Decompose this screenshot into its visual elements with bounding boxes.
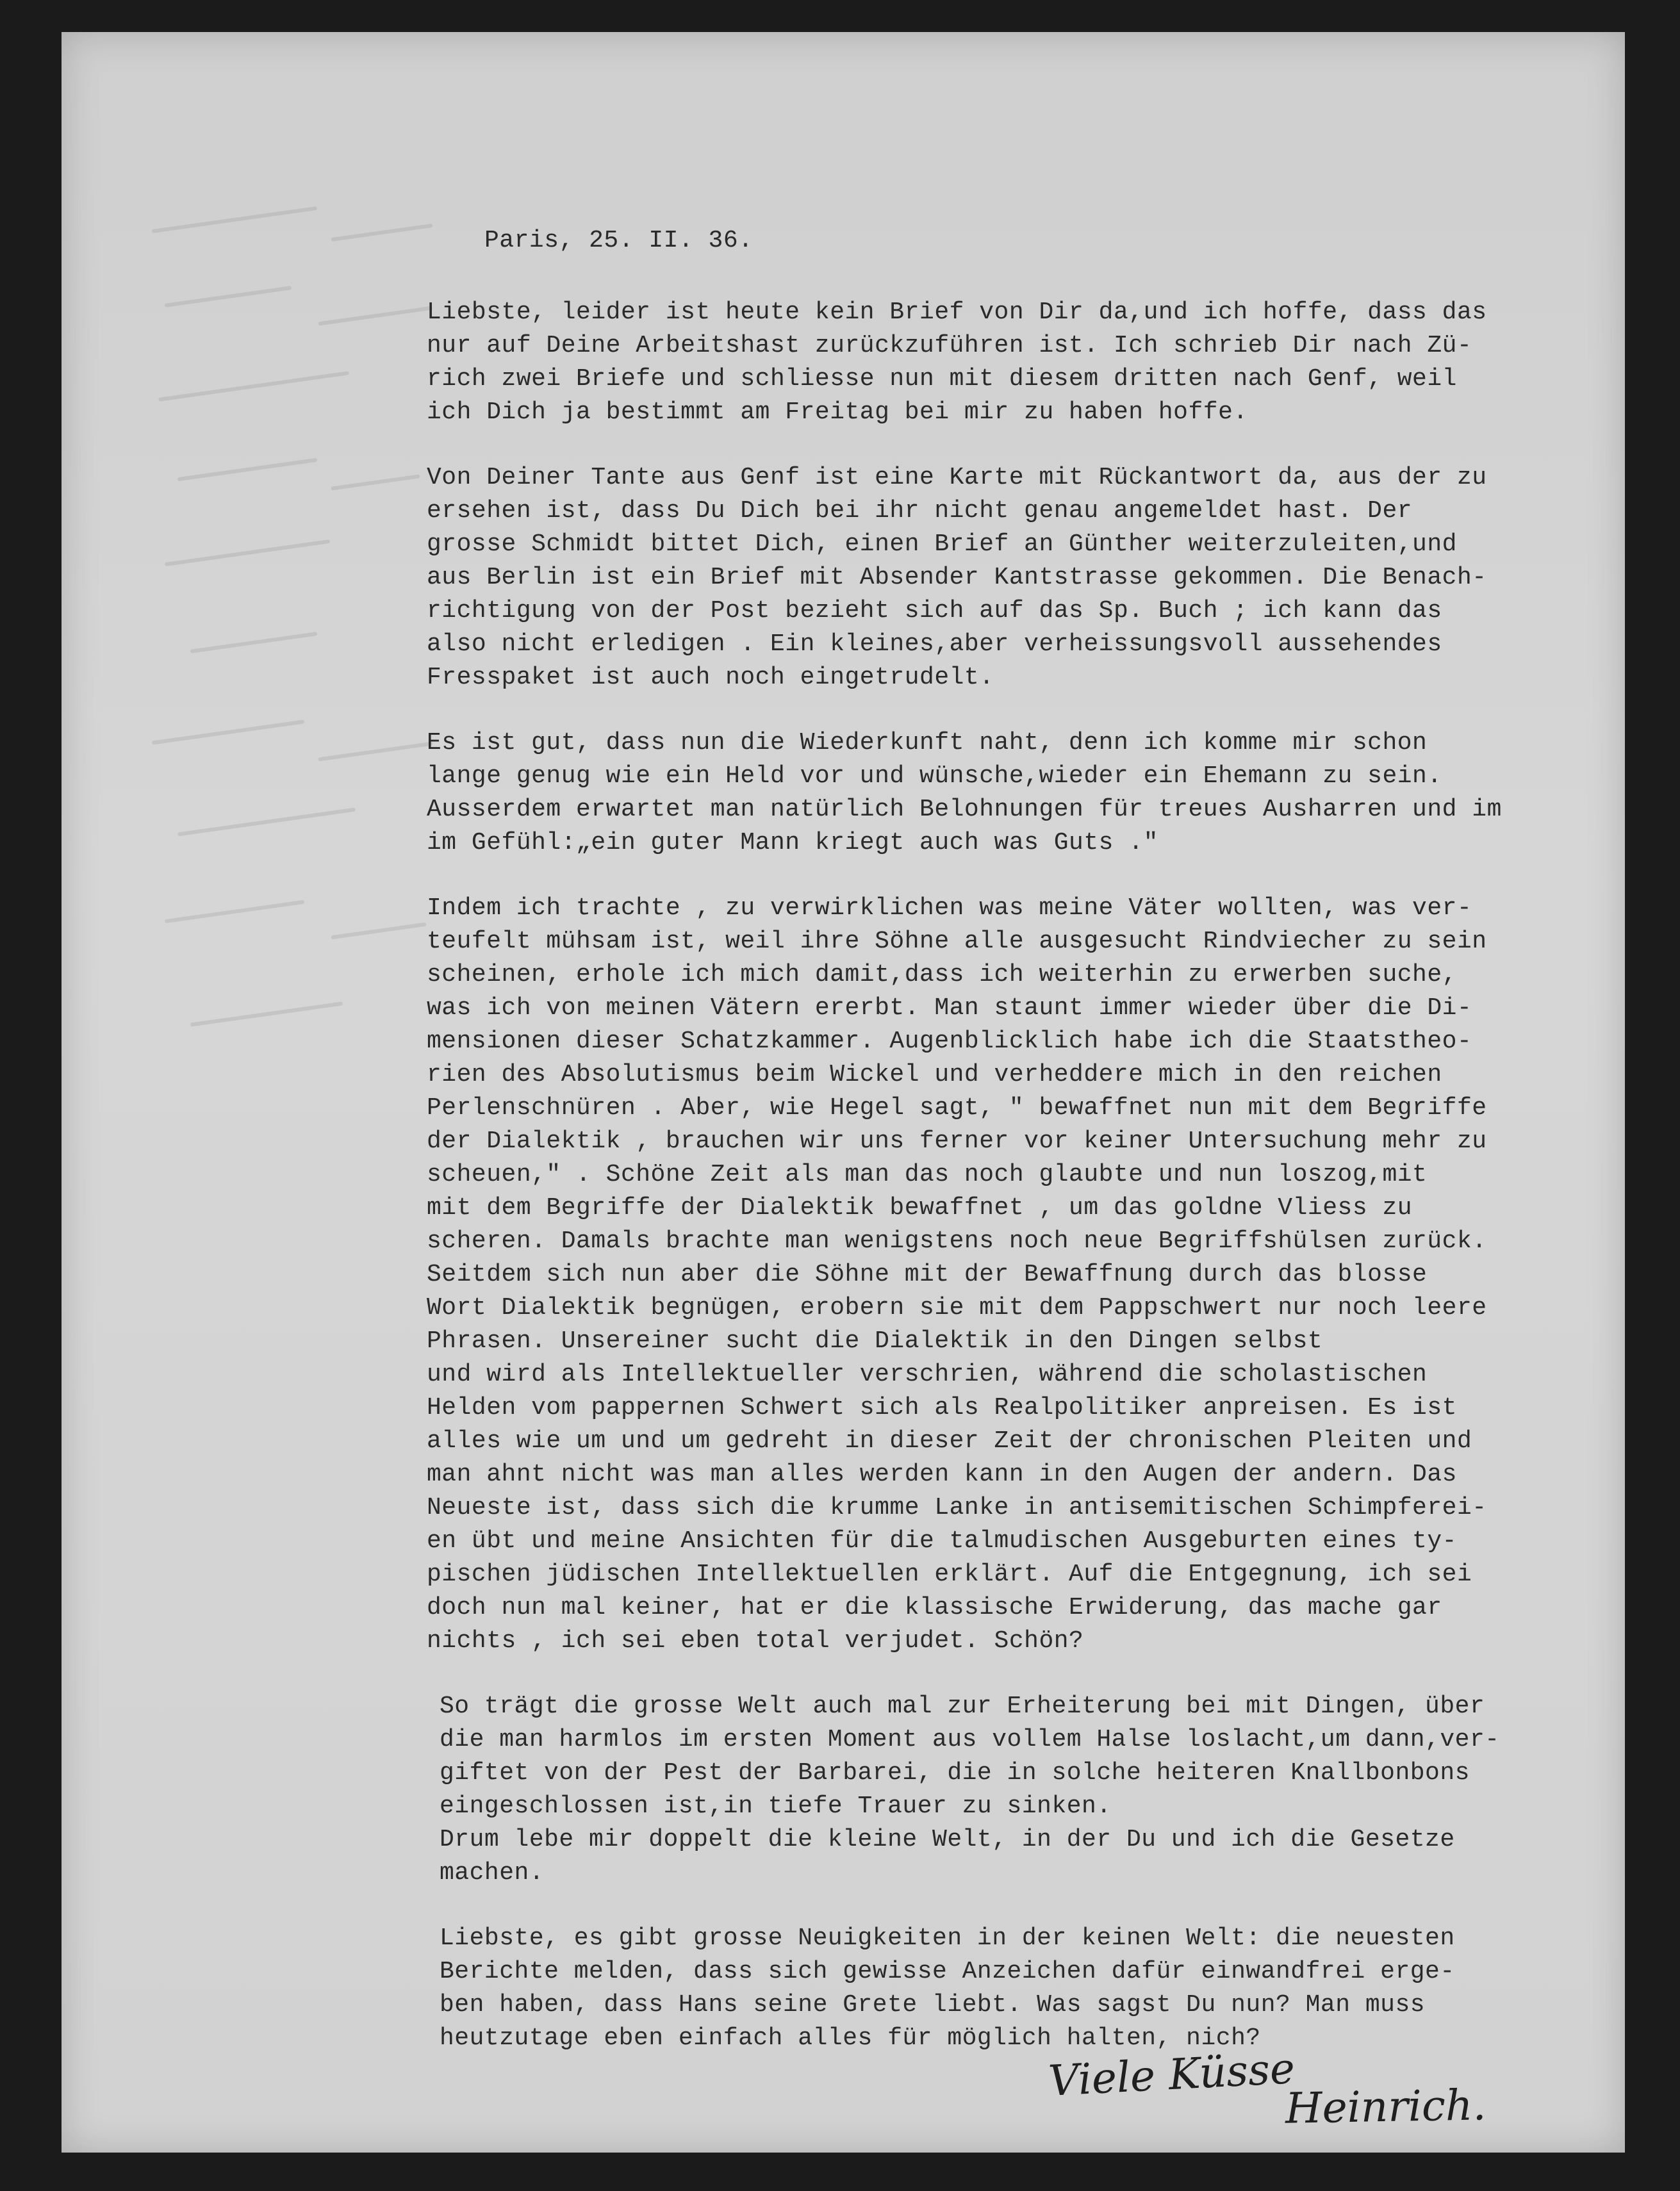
paragraph-4 bbox=[427, 892, 1625, 1658]
text-line: rich zwei Briefe und schliesse nun mit diesem dritten nach Genf, weil bbox=[427, 365, 1457, 393]
text-line: pischen jüdischen Intellektuellen erklärt. Auf die Entgegnung, ich sei bbox=[427, 1561, 1472, 1588]
text-line: rien des Absolutismus beim Wickel und verheddere mich in den reichen bbox=[427, 1061, 1442, 1088]
text-line: Ausserdem erwartet man natürlich Belohnungen für treues Ausharren und im bbox=[427, 796, 1502, 823]
text-line: Seitdem sich nun aber die Söhne mit der Bewaffnung durch das blosse bbox=[427, 1261, 1428, 1288]
text-line: Wort Dialektik begnügen, erobern sie mit dem Pappschwert nur noch leere bbox=[427, 1294, 1487, 1322]
text-line: Perlenschnüren . Aber, wie Hegel sagt, " bewaffnet nun mit dem Begriffe bbox=[427, 1094, 1487, 1122]
text-line: lange genug wie ein Held vor und wünsche,wieder ein Ehemann zu sein. bbox=[427, 762, 1442, 790]
text-line: Es ist gut, dass nun die Wiederkunft naht, denn ich komme mir schon bbox=[427, 729, 1428, 757]
dateline: Paris, 25. II. 36. bbox=[484, 227, 754, 254]
text-line: mensionen dieser Schatzkammer. Augenblicklich habe ich die Staatstheo- bbox=[427, 1028, 1472, 1055]
text-line: heutzutage eben einfach alles für möglich halten, nich? bbox=[440, 2024, 1261, 2052]
text-line: en übt und meine Ansichten für die talmudischen Ausgeburten eines ty- bbox=[427, 1527, 1457, 1555]
text-line: Berichte melden, dass sich gewisse Anzeichen dafür einwandfrei erge- bbox=[440, 1958, 1455, 1985]
text-line: scheuen," . Schöne Zeit als man das noch glaubte und nun loszog,mit bbox=[427, 1161, 1428, 1188]
text-line: Indem ich trachte , zu verwirklichen was meine Väter wollten, was ver- bbox=[427, 894, 1472, 922]
closing-handwritten: Viele Küsse bbox=[1047, 2043, 1296, 2106]
text-line: machen. bbox=[440, 1859, 545, 1887]
text-line: ich Dich ja bestimmt am Freitag bei mir zu haben hoffe. bbox=[427, 398, 1248, 426]
text-line: die man harmlos im ersten Moment aus vollem Halse loslacht,um dann,ver- bbox=[440, 1726, 1500, 1753]
text-line: nichts , ich sei eben total verjudet. Schön? bbox=[427, 1627, 1084, 1655]
text-line: Drum lebe mir doppelt die kleine Welt, in der Du und ich die Gesetze bbox=[440, 1826, 1455, 1853]
text-line: Helden vom pappernen Schwert sich als Realpolitiker anpreisen. Es ist bbox=[427, 1394, 1457, 1422]
text-line: eingeschlossen ist,in tiefe Trauer zu sinken. bbox=[440, 1793, 1112, 1820]
text-line: also nicht erledigen . Ein kleines,aber verheissungsvoll aussehendes bbox=[427, 630, 1442, 658]
text-line: doch nun mal keiner, hat er die klassische Erwiderung, das mache gar bbox=[427, 1594, 1442, 1621]
show-through-handwriting bbox=[138, 192, 472, 1153]
signature-handwritten: Heinrich. bbox=[1285, 2080, 1486, 2133]
text-line: was ich von meinen Vätern ererbt. Man staunt immer wieder über die Di- bbox=[427, 994, 1472, 1022]
text-line: man ahnt nicht was man alles werden kann in den Augen der andern. Das bbox=[427, 1461, 1457, 1488]
text-line: Liebste, leider ist heute kein Brief von Dir da,und ich hoffe, dass das bbox=[427, 299, 1487, 326]
paragraph-1 bbox=[427, 296, 1625, 429]
text-line: richtigung von der Post bezieht sich auf das Sp. Buch ; ich kann das bbox=[427, 597, 1442, 625]
text-line: grosse Schmidt bittet Dich, einen Brief an Günther weiterzuleiten,und bbox=[427, 530, 1457, 558]
text-line: Liebste, es gibt grosse Neuigkeiten in der keinen Welt: die neuesten bbox=[440, 1924, 1455, 1952]
text-line: Phrasen. Unsereiner sucht die Dialektik in den Dingen selbst bbox=[427, 1327, 1323, 1355]
paragraph-6 bbox=[440, 1922, 1625, 2055]
text-line: teufelt mühsam ist, weil ihre Söhne alle ausgesucht Rindviecher zu sein bbox=[427, 928, 1487, 955]
paragraph-2 bbox=[427, 461, 1625, 694]
text-line: So trägt die grosse Welt auch mal zur Erheiterung bei mit Dingen, über bbox=[440, 1693, 1485, 1720]
text-line: ersehen ist, dass Du Dich bei ihr nicht genau angemeldet hast. Der bbox=[427, 497, 1413, 525]
letter-page bbox=[62, 32, 1625, 2153]
paragraph-3 bbox=[427, 726, 1625, 860]
text-line: aus Berlin ist ein Brief mit Absender Kantstrasse gekommen. Die Benach- bbox=[427, 564, 1487, 591]
text-line: und wird als Intellektueller verschrien, während die scholastischen bbox=[427, 1361, 1428, 1388]
paragraph-5 bbox=[440, 1690, 1625, 1890]
text-line: mit dem Begriffe der Dialektik bewaffnet , um das goldne Vliess zu bbox=[427, 1194, 1413, 1222]
text-line: ben haben, dass Hans seine Grete liebt. Was sagst Du nun? Man muss bbox=[440, 1991, 1426, 2019]
text-line: giftet von der Pest der Barbarei, die in solche heiteren Knallbonbons bbox=[440, 1759, 1470, 1787]
text-line: Fresspaket ist auch noch eingetrudelt. bbox=[427, 664, 994, 691]
text-line: Neueste ist, dass sich die krumme Lanke in antisemitischen Schimpferei- bbox=[427, 1494, 1487, 1522]
text-line: alles wie um und um gedreht in dieser Zeit der chronischen Pleiten und bbox=[427, 1427, 1472, 1455]
letter-body bbox=[427, 186, 1625, 2087]
text-line: im Gefühl:„ein guter Mann kriegt auch was Guts ." bbox=[427, 829, 1158, 857]
text-line: scheren. Damals brachte man wenigstens noch neue Begriffshülsen zurück. bbox=[427, 1227, 1487, 1255]
text-line: nur auf Deine Arbeitshast zurückzuführen ist. Ich schrieb Dir nach Zü- bbox=[427, 332, 1472, 359]
text-line: der Dialektik , brauchen wir uns ferner vor keiner Untersuchung mehr zu bbox=[427, 1128, 1487, 1155]
signature-block bbox=[1048, 2037, 1625, 2153]
text-line: scheinen, erhole ich mich damit,dass ich weiterhin zu erwerben suche, bbox=[427, 961, 1457, 989]
text-line: Von Deiner Tante aus Genf ist eine Karte mit Rückantwort da, aus der zu bbox=[427, 464, 1487, 491]
